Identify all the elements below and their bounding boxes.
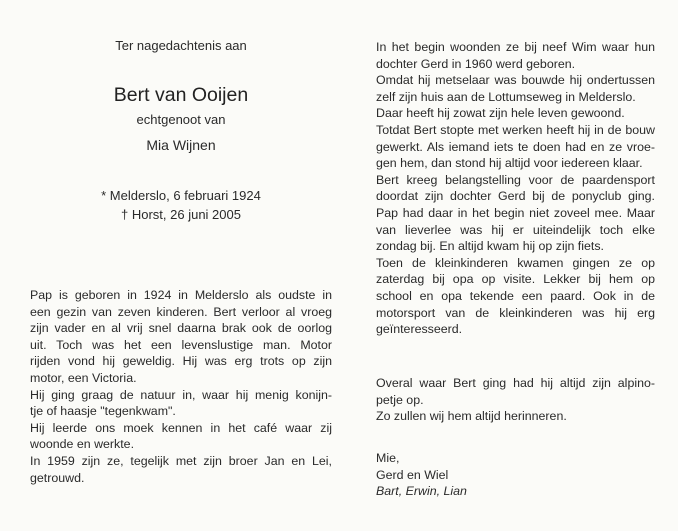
bio-line: Pap is geboren in 1924 in Melderslo als oudste in [30, 288, 332, 302]
bio-line: Omdat hij metselaar was bouwde hij ondertussen [376, 73, 655, 88]
bio-line: gewerkt. Als iemand iets te doen had en ze vroe- [376, 139, 655, 154]
bio-line: Toen de kleinkinderen kwamen gingen ze op [376, 255, 655, 270]
bio-line: dochter Gerd in 1960 werd geboren. [376, 56, 576, 71]
closing-line: Overal waar Bert ging had hij altijd zijn alpino- [376, 376, 655, 390]
bio-line: zondag bij. En altijd kwam hij op zijn fiets. [376, 239, 604, 254]
bio-line: van lieverlee was hij er uiteindelijk toch elke [376, 222, 655, 237]
bio-line: een gezin van zeven kinderen. Bert verloor al vroeg [30, 304, 332, 319]
bio-line: zaterdag bij opa op visite. Lekker bij hem op [376, 272, 655, 287]
bio-line: In 1959 zijn ze, tegelijk met zijn broer Jan en Lei, [30, 453, 332, 468]
bio-line: tje of haasje "tegenkwam". [30, 404, 176, 419]
bio-line: motor, een Victoria. [30, 370, 137, 385]
bio-line: In het begin woonden ze bij neef Wim waar hun [376, 40, 655, 54]
intro-text: Ter nagedachtenis aan [115, 38, 247, 53]
bio-line: woonde en werkte. [30, 437, 135, 452]
closing-line: Zo zullen wij hem altijd herinneren. [376, 409, 567, 424]
bio-line: doordat zijn dochter Gerd bij de ponyclub ging. [376, 189, 655, 204]
bio-line: Bert kreeg belangstelling voor de paardensport [376, 172, 655, 187]
bio-line: Hij ging graag de natuur in, waar hij menig konijn- [30, 387, 332, 402]
bio-line: zijn vader en al vrij snel daarna brak ook de oorlog [30, 321, 332, 336]
left-biography [30, 287, 332, 486]
signature-line: Gerd en Wiel [376, 467, 449, 482]
spouse-name: Mia Wijnen [146, 137, 216, 153]
signature-grandchildren: Bart, Erwin, Lian [376, 484, 467, 499]
bio-line: rijden vond hij geweldig. Hij was erg trots op zijn [30, 354, 332, 369]
bio-line: zelf zijn huis aan de Lottumseweg in Melderslo. [376, 89, 636, 104]
bio-line: uit. Toch was het een levenslustige man. Motor [30, 337, 332, 352]
signature-block [376, 450, 655, 500]
bio-line: getrouwd. [30, 470, 85, 485]
bio-line: Hij leerde ons moek kennen in het café waar zij [30, 420, 332, 435]
bio-line: Daar heeft hij zowat zijn hele leven gewoond. [376, 106, 625, 121]
bio-line: school en opa tekende een paard. Ook in de [376, 288, 655, 303]
spouse-label: echtgenoot van [136, 112, 226, 127]
deceased-name: Bert van Ooijen [113, 84, 249, 106]
closing-text [376, 375, 655, 425]
bio-line: gen hem, dan stond hij altijd voor iedereen klaar. [376, 156, 643, 171]
bio-line: motorsport van de kleinkinderen was hij erg [376, 305, 655, 320]
death-line: † Horst, 26 juni 2005 [121, 207, 241, 222]
right-biography [376, 39, 655, 338]
signature-line: Mie, [376, 451, 400, 465]
birth-line: * Melderslo, 6 februari 1924 [101, 188, 261, 203]
bio-line: geïnteresseerd. [376, 322, 463, 337]
bio-line: Totdat Bert stopte met werken heeft hij in de bouw [376, 122, 655, 137]
closing-line: petje op. [376, 392, 424, 407]
bio-line: Pap had daar in het begin niet zoveel mee. Maar [376, 205, 655, 220]
